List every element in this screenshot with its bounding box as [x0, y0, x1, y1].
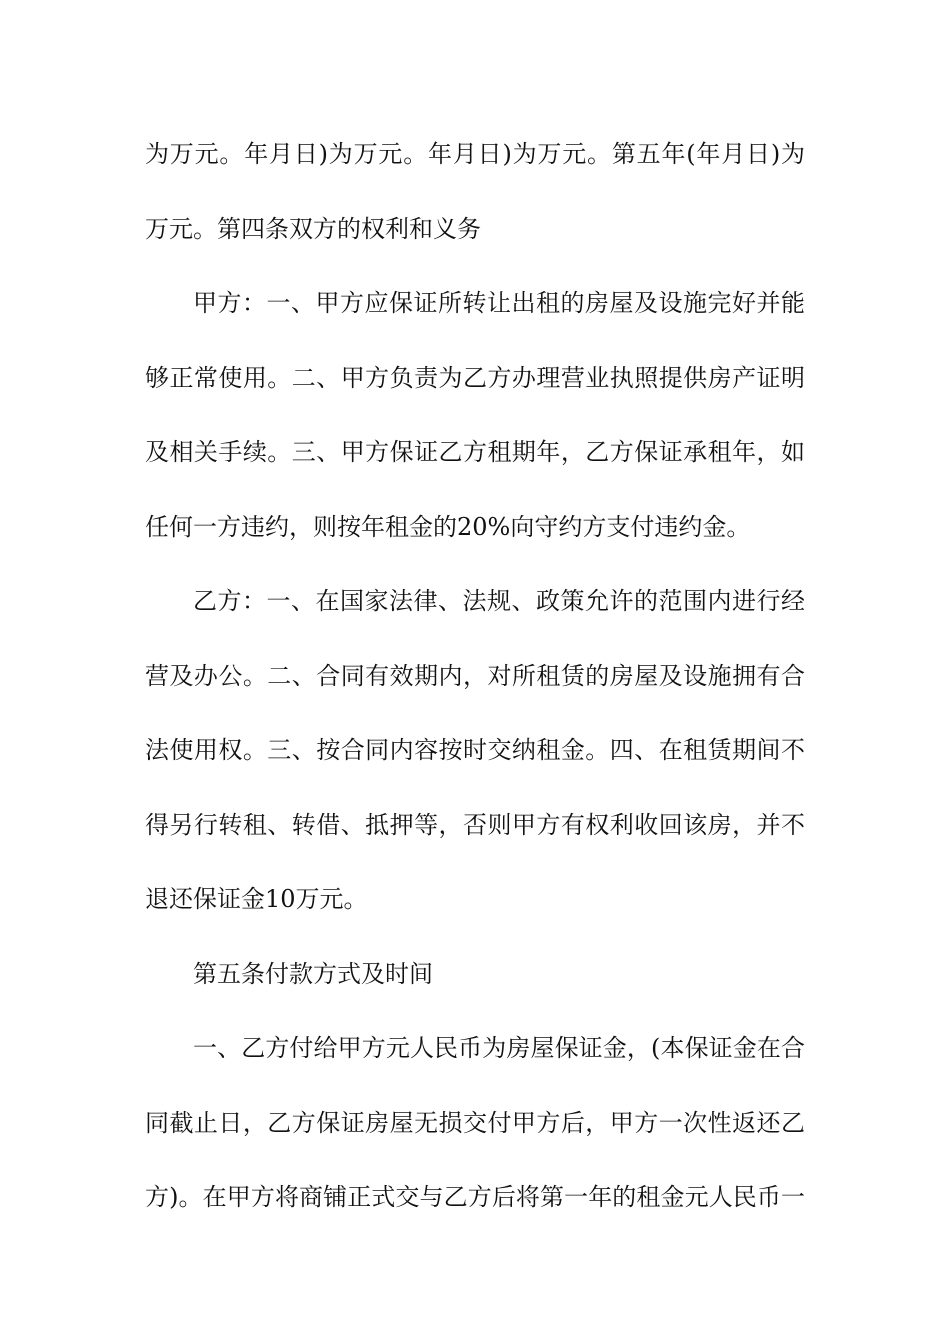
text-line: 得另行转租、转借、抵押等，否则甲方有权利收回该房，并不: [145, 810, 805, 839]
paragraph-start-line: 一、乙方付给甲方元人民币为房屋保证金，(本保证金在合: [193, 1034, 805, 1062]
text-line: 退还保证金10万元。: [145, 885, 368, 913]
paragraph-start-line: 甲方：一、甲方应保证所转让出租的房屋及设施完好并能: [193, 289, 805, 317]
text-line: 万元。第四条双方的权利和义务: [145, 214, 481, 243]
document-body: [145, 130, 805, 1248]
text-line: 营及办公。二、合同有效期内，对所租赁的房屋及设施拥有合: [145, 661, 805, 690]
text-line: 法使用权。三、按合同内容按时交纳租金。四、在租赁期间不: [145, 736, 805, 764]
text-line: 够正常使用。二、甲方负责为乙方办理营业执照提供房产证明: [145, 363, 805, 392]
text-line: 同截止日，乙方保证房屋无损交付甲方后，甲方一次性返还乙: [145, 1108, 805, 1137]
text-line: 方)。在甲方将商铺正式交与乙方后将第一年的租金元人民币一: [145, 1183, 805, 1211]
text-line: 及相关手续。三、甲方保证乙方租期年，乙方保证承租年，如: [145, 438, 805, 466]
text-line: 为万元。年月日)为万元。年月日)为万元。第五年(年月日)为: [145, 140, 805, 168]
text-line: 任何一方违约，则按年租金的20%向守约方支付违约金。: [145, 512, 751, 541]
paragraph-start-line: 乙方：一、在国家法律、法规、政策允许的范围内进行经: [193, 587, 805, 615]
section-heading: 第五条付款方式及时间: [193, 959, 433, 988]
